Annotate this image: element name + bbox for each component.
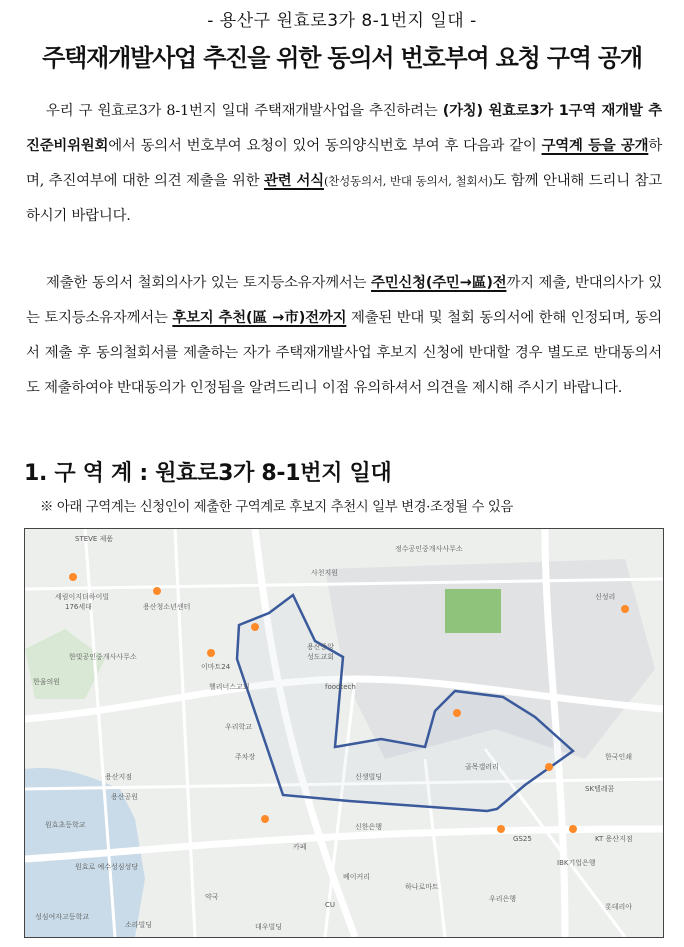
paragraph-text: 제출된 반대 및 철회 동의서에 한해 인정되며, 동의서 제출 후 동의철회서를 제출하는 자가 주택재개발사업 후보지 신청에 반대할 경우 별도로 반대동의서도 제출하여야 반대동의가 인정됨을 알려드리니 이점 유의하셔서 의견을 제시해 주시기 바랍니다. [26, 310, 662, 396]
map-label-church: 성도교회 [307, 653, 335, 661]
section-heading: 1. 구 역 계 : 원효로3가 8-1번지 일대 [24, 461, 392, 486]
document-title: 주택재개발사업 추진을 위한 동의서 번호부여 요청 구역 공개 [42, 44, 642, 72]
map-label-sejong: 세림이지더하이빌 [55, 593, 110, 601]
map-label-gallery: 골목갤러리 [465, 763, 499, 771]
poi-marker [69, 573, 77, 581]
map-label-stevefamily: STEVE 제품 [75, 535, 114, 543]
poi-marker [545, 763, 553, 771]
map-label-daewoo: 대우빌딩 [255, 923, 283, 931]
document-subtitle: - 용산구 원효로3가 8-1번지 일대 - [207, 11, 477, 31]
paragraph-text: 제출한 동의서 철회의사가 있는 토지등소유자께서는 [46, 275, 372, 291]
district-map[interactable] [24, 528, 664, 938]
map-label-gs25: GS25 [513, 835, 532, 843]
map-label-gongin-realty-top: 정수공인중개사사무소 [395, 545, 463, 553]
map-svg [25, 529, 663, 937]
map-label-woori: 우리은행 [489, 895, 517, 903]
section-note: ※ 아래 구역계는 신청인이 제출한 구역계로 후보지 추천시 일부 변경·조정될 수 있음 [40, 500, 513, 515]
paragraph-withdrawal [26, 266, 662, 406]
map-label-176: 176세대 [65, 603, 92, 611]
paragraph-text: 까지 제출, 반대의사가 있는 토지등소유자께서는 [26, 275, 662, 326]
map-label-foodtech: foodtech [325, 683, 356, 691]
map-label-hanaro: 하나로마트 [405, 883, 439, 891]
map-label-lotte: 롯데리아 [605, 903, 633, 911]
map-label-ibk: IBK기업은행 [557, 859, 596, 867]
paragraph-text: 도 함께 안내해 드리니 참고하시기 바랍니다. [26, 173, 662, 224]
map-label-school: 우리학교 [225, 723, 253, 731]
map-label-wonhyo-elem: 원효초등학교 [45, 821, 86, 829]
map-label-hankook: 한국인쇄 [605, 753, 633, 761]
map-label-seongsim: 성심여자고등학교 [35, 913, 90, 921]
map-label-gongin-left: 한빛공인중개사사무소 [69, 653, 137, 661]
poi-marker [497, 825, 505, 833]
map-label-hanul: 한울의원 [33, 678, 61, 686]
poi-marker [261, 815, 269, 823]
poi-marker [207, 649, 215, 657]
highlight-resident-application: 주민신청(주민→區)전 [371, 275, 507, 291]
paragraph-text: 우리 구 원효로3가 8-1번지 일대 주택재개발사업을 추진하려는 [46, 103, 443, 119]
map-label-holy: 원효로 예수성심성당 [75, 863, 139, 871]
highlight-forms: 관련 서식 [264, 173, 324, 189]
paragraph-text: 하며, 추진여부에 대한 의견 제출을 위한 [26, 138, 663, 189]
map-label-sideview: 사천지원 [311, 569, 339, 577]
map-label-hpk: 헬리너스교회 [209, 683, 250, 691]
highlight-disclosure: 구역계 등을 공개 [541, 138, 649, 154]
map-label-bakery: 베이커리 [343, 873, 371, 881]
poi-marker [569, 825, 577, 833]
map-label-sorabol: 소라빌딩 [125, 921, 153, 929]
map-label-yongsanbranch: 용산지점 [105, 773, 133, 781]
map-label-parking: 주차장 [235, 753, 256, 761]
map-label-yongsan-mart: 용산중앙 [307, 643, 335, 651]
highlight-candidate-recommendation: 후보지 추천(區 →市)전까지 [172, 310, 347, 326]
committee-name: (가칭) 원효로3가 1구역 재개발 추진준비위원회 [26, 103, 662, 154]
map-label-pharmacy: 약국 [205, 893, 219, 901]
paragraph-notice [26, 94, 662, 234]
map-label-kt: KT 용산지점 [595, 835, 633, 843]
forms-list: (찬성동의서, 반대 동의서, 철회서) [323, 174, 493, 188]
map-label-yongsanpark: 용산공원 [111, 793, 139, 801]
map-label-yongsancheongsonyeon: 용산청소년센터 [143, 603, 191, 611]
paragraph-text: 에서 동의서 번호부여 요청이 있어 동의양식번호 부여 후 다음과 같이 [108, 138, 542, 154]
poi-marker [453, 709, 461, 717]
map-label-mart24: 이마트24 [201, 663, 231, 671]
poi-marker [153, 587, 161, 595]
map-label-shinhan: 신한은행 [355, 823, 383, 831]
poi-marker [251, 623, 259, 631]
map-sports-field [445, 589, 501, 633]
map-label-sinsung: 신성리 [595, 593, 616, 601]
poi-marker [621, 605, 629, 613]
map-label-cu: CU [325, 901, 336, 909]
map-label-lobby: 신생빌딩 [355, 773, 383, 781]
map-label-cafe: 카페 [293, 843, 307, 851]
map-label-sk: SK텔레콤 [585, 785, 615, 793]
